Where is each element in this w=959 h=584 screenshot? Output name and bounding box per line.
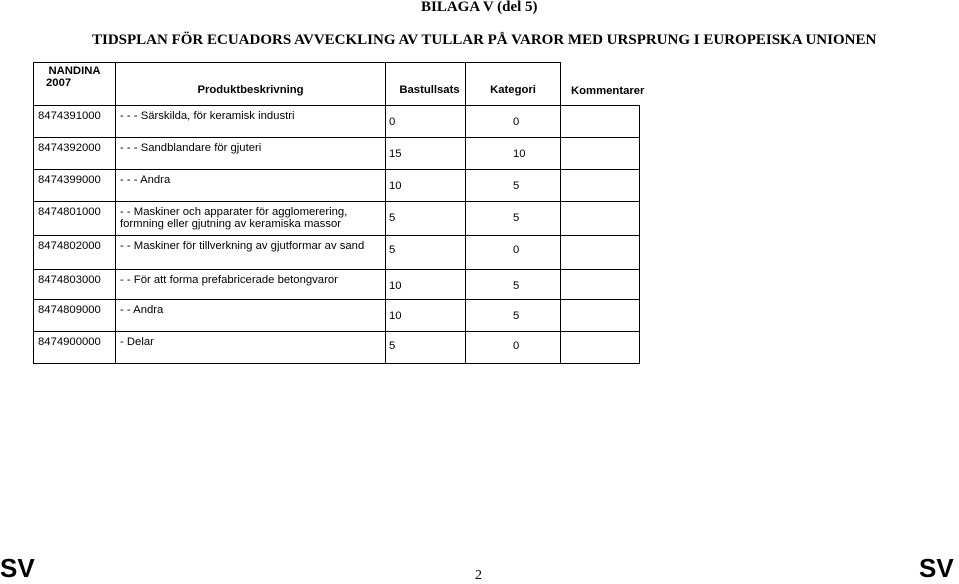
row-category-value: 5 (513, 211, 520, 224)
row-base-rate (386, 269, 520, 299)
table-row (34, 235, 640, 269)
row-base-rate (386, 235, 520, 269)
row-code: 8474803000 (34, 269, 116, 299)
row-code: 8474399000 (34, 169, 116, 201)
row-base-rate-value: 15 (389, 147, 402, 160)
row-base-rate (386, 331, 520, 363)
header-category: Kategori (466, 63, 561, 106)
row-description: - Delar (116, 331, 386, 363)
table-row (34, 269, 640, 299)
row-category-value: 0 (513, 243, 520, 256)
row-code: 8474801000 (34, 201, 116, 235)
row-base-rate (386, 169, 520, 201)
row-description: - - Maskiner för tillverkning av gjutformar av sand (116, 235, 386, 269)
table-row (34, 137, 640, 169)
row-base-rate-value: 5 (389, 243, 396, 256)
row-base-rate-value: 5 (389, 339, 396, 352)
row-category-value: 10 (513, 147, 526, 160)
row-description: - - Maskiner och apparater för agglomerering, formning eller gjutning av keramiska massor (116, 201, 386, 235)
row-code: 8474392000 (34, 137, 116, 169)
row-comments (561, 299, 640, 331)
row-category-value: 5 (513, 179, 520, 192)
footer-language-left: SV (0, 553, 35, 583)
row-comments (561, 201, 640, 235)
page-number: 2 (475, 568, 482, 583)
row-code: 8474900000 (34, 331, 116, 363)
row-base-rate-value: 0 (389, 115, 396, 128)
row-base-rate-value: 10 (389, 279, 402, 292)
row-comments (561, 269, 640, 299)
table-header-row (34, 63, 640, 106)
table-row (34, 169, 640, 201)
table-row (34, 331, 640, 363)
row-category-value: 5 (513, 279, 520, 292)
row-description: - - Andra (116, 299, 386, 331)
table-row (34, 105, 640, 137)
row-base-rate (386, 299, 520, 331)
header-description: Produktbeskrivning (116, 63, 386, 106)
footer-language-right: SV (919, 553, 954, 583)
row-description: - - - Sandblandare för gjuteri (116, 137, 386, 169)
row-comments (561, 105, 640, 137)
row-base-rate (386, 105, 520, 137)
row-comments (561, 169, 640, 201)
table-row (34, 201, 640, 235)
row-comments (561, 331, 640, 363)
row-code: 8474391000 (34, 105, 116, 137)
row-base-rate (386, 137, 526, 169)
row-code: 8474809000 (34, 299, 116, 331)
row-description: - - För att forma prefabricerade betongvaror (116, 269, 386, 299)
row-base-rate (386, 201, 520, 235)
header-comments: Kommentarer (561, 63, 640, 106)
row-comments (561, 137, 640, 169)
row-description: - - - Särskilda, för keramisk industri (116, 105, 386, 137)
header-nandina-line1: NANDINA (48, 65, 101, 77)
row-category-value: 0 (513, 339, 520, 352)
row-code: 8474802000 (34, 235, 116, 269)
row-comments (561, 235, 640, 269)
header-base-rate: Bastullsats (386, 63, 466, 106)
table-row (34, 299, 640, 331)
row-category-value: 5 (513, 309, 520, 322)
document-title-text: TIDSPLAN FÖR ECUADORS AVVECKLING AV TULLAR PÅ VAROR MED URSPRUNG I EUROPEISKA UNIONEN (92, 32, 877, 48)
row-category-value: 0 (513, 115, 520, 128)
row-base-rate-value: 10 (389, 309, 402, 322)
row-base-rate-value: 5 (389, 211, 396, 224)
row-description: - - - Andra (116, 169, 386, 201)
annex-label: BILAGA V (del 5) (421, 0, 538, 15)
tariff-schedule-table (33, 62, 645, 364)
row-base-rate-value: 10 (389, 179, 402, 192)
header-nandina (34, 63, 116, 106)
header-nandina-line2: 2007 (46, 77, 72, 89)
